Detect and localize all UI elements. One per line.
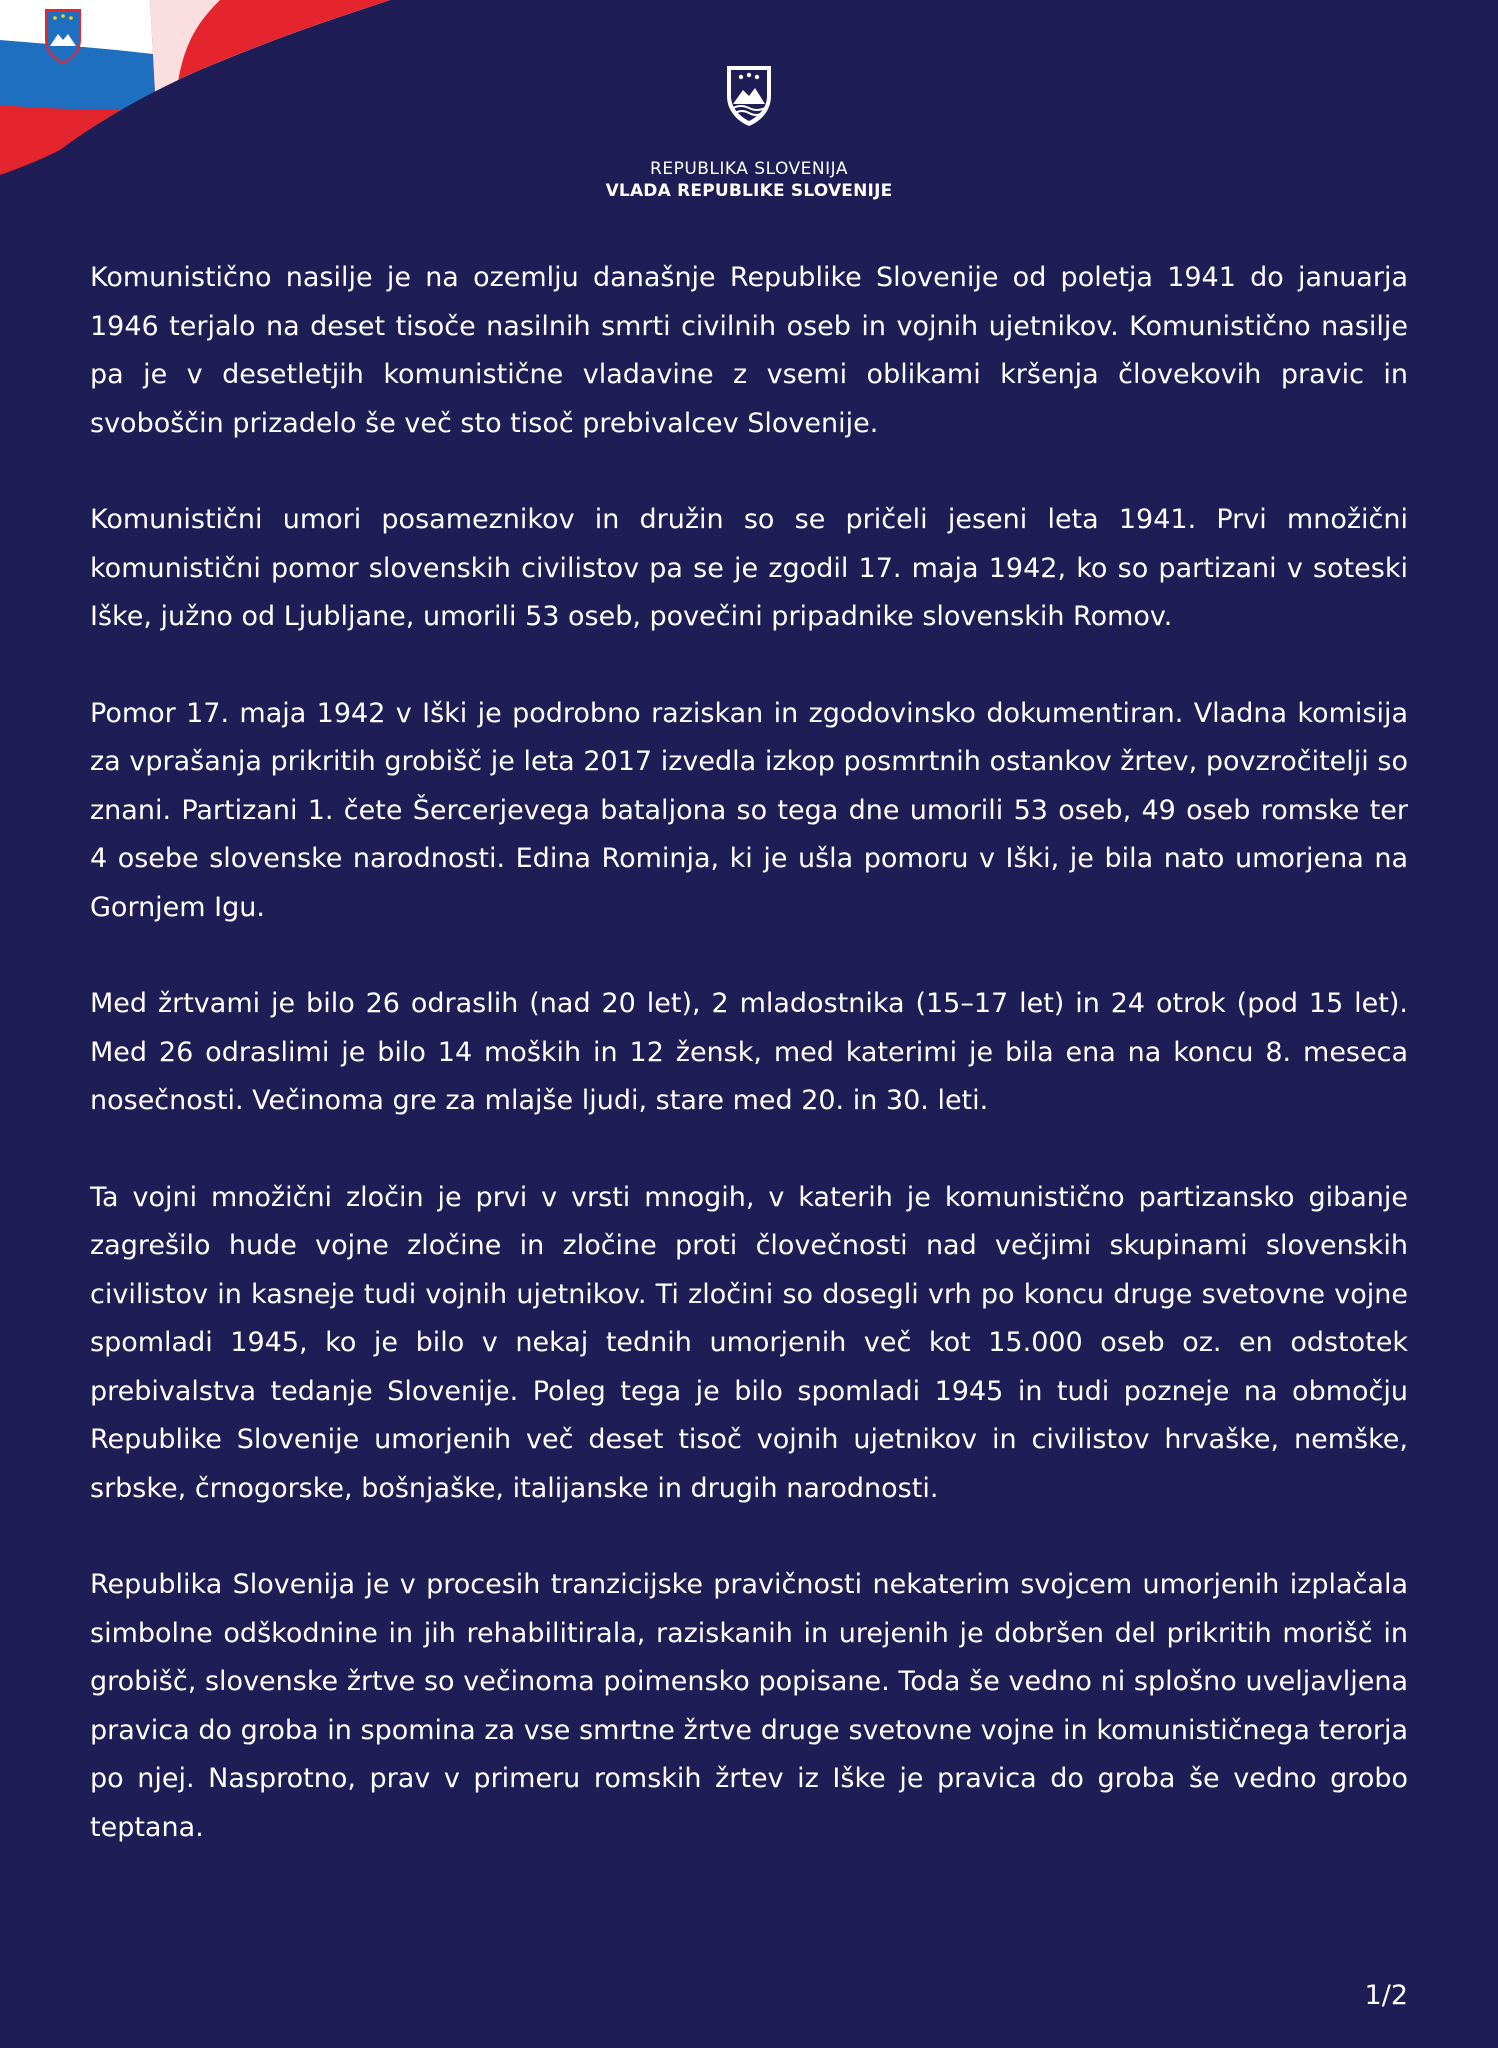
paragraph-4: Med žrtvami je bilo 26 odraslih (nad 20 let), 2 mladostnika (15–17 let) in 24 otrok (pod 15 let). Med 26 odraslimi je bilo 14 moških in 12 žensk, med katerimi je bila ena na koncu 8. meseca nosečnosti. Večinoma gre za mlajše ljudi, stare med 20. in 30. leti. (90, 988, 1408, 1116)
paragraph-1: Komunistično nasilje je na ozemlju današnje Republike Slovenije od poletja 1941 do januarja 1946 terjalo na deset tisoče nasilnih smrti civilnih oseb in vojnih ujetnikov. Komunistično nasilje pa je v desetletjih komunistične vladavine z vsemi oblikami kršenja človekovih pravic in svoboščin prizadelo še več sto tisoč prebivalcev Slovenije. (90, 262, 1408, 439)
flag-coat-of-arms-icon (46, 10, 80, 63)
org-name-republic: REPUBLIKA SLOVENIJA (650, 159, 848, 179)
paragraph-2: Komunistični umori posameznikov in družin so se pričeli jeseni leta 1941. Prvi množični komunistični pomor slovenskih civilistov pa se je zgodil 17. maja 1942, ko so partizani v soteski Iške, južno od Ljubljane, umorili 53 oseb, povečini pripadnike slovenskih Romov. (90, 504, 1408, 632)
page-number: 1/2 (1364, 1980, 1408, 2011)
paragraph-3: Pomor 17. maja 1942 v Iški je podrobno raziskan in zgodovinsko dokumentiran. Vladna komisija za vprašanja prikritih grobišč je leta 2017 izvedla izkop posmrtnih ostankov žrtev, povzročitelji so znani. Partizani 1. čete Šercerjevega bataljona so tega dne umorili 53 oseb, 49 oseb romske ter 4 osebe slovenske narodnosti. Edina Rominja, ki je ušla pomoru v Iški, je bila nato umorjena na Gornjem Igu. (90, 697, 1408, 923)
org-name-government: VLADA REPUBLIKE SLOVENIJE (605, 181, 893, 201)
slovenian-coat-of-arms-icon (721, 62, 777, 128)
paragraph-6: Republika Slovenija je v procesih tranzicijske pravičnosti nekaterim svojcem umorjenih izplačala simbolne odškodnine in jih rehabilitirala, raziskanih in urejenih je dobršen del prikritih morišč in grobišč, slovenske žrtve so večinoma poimensko popisane. Toda še vedno ni splošno uveljavljena pravica do groba in spomina za vse smrtne žrtve druge svetovne vojne in komunističnega terorja po njej. Nasprotno, prav v primeru romskih žrtev iz Iške je pravica do groba še vedno grobo teptana. (90, 1569, 1408, 1843)
document-body (90, 254, 1408, 1900)
document-header (0, 62, 1498, 202)
paragraph-5: Ta vojni množični zločin je prvi v vrsti mnogih, v katerih je komunistično partizansko gibanje zagrešilo hude vojne zločine in zločine proti človečnosti nad večjimi skupinami slovenskih civilistov in kasneje tudi vojnih ujetnikov. Ti zločini so dosegli vrh po koncu druge svetovne vojne spomladi 1945, ko je bilo v nekaj tednih umorjenih več kot 15.000 oseb oz. en odstotek prebivalstva tedanje Slovenije. Poleg tega je bilo spomladi 1945 in tudi pozneje na območju Republike Slovenije umorjenih več deset tisoč vojnih ujetnikov in civilistov hrvaške, nemške, srbske, črnogorske, bošnjaške, italijanske in drugih narodnosti. (90, 1181, 1408, 1504)
